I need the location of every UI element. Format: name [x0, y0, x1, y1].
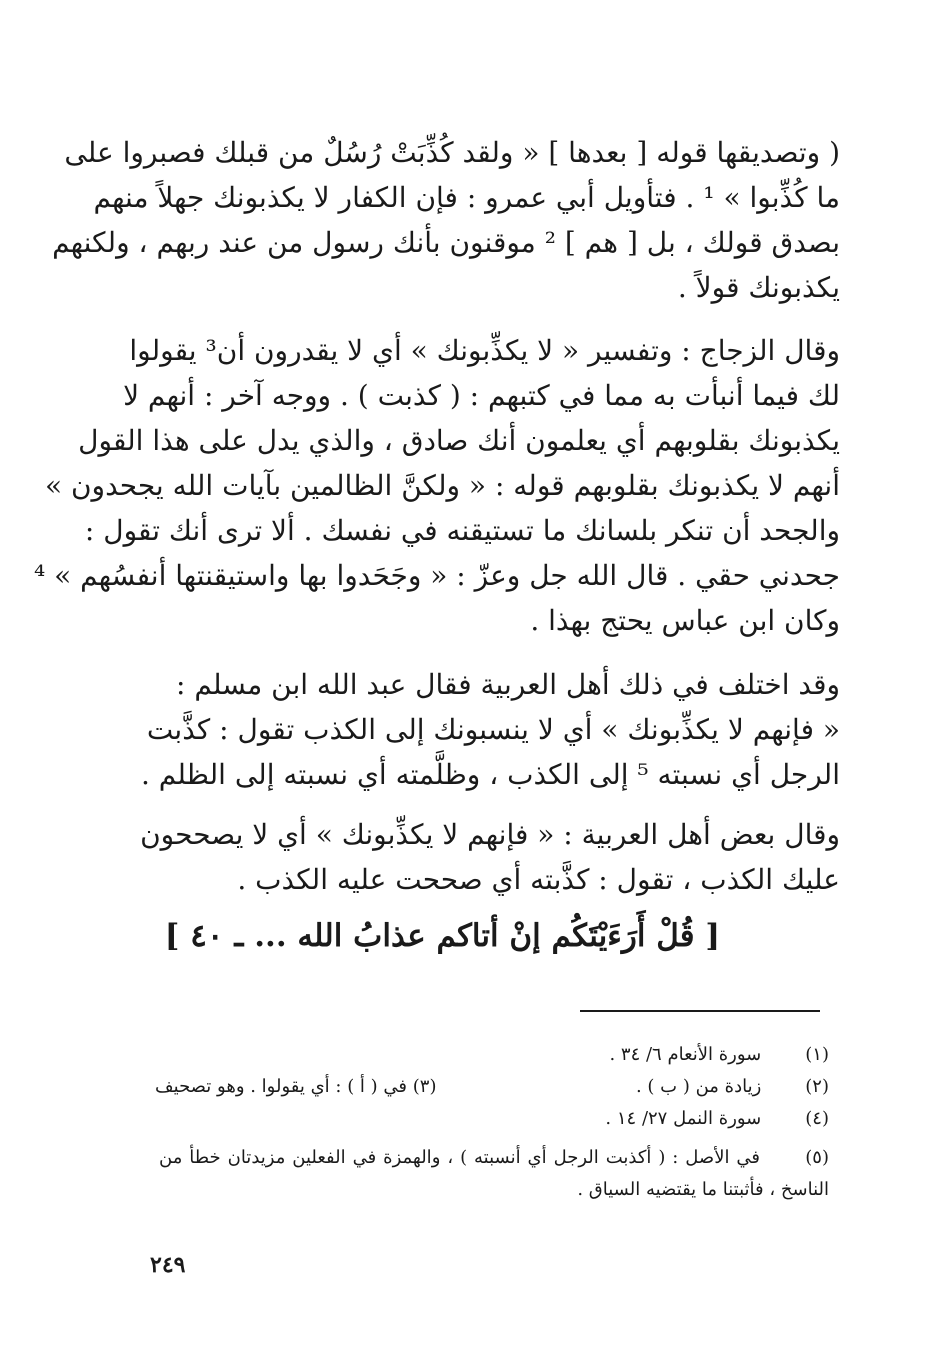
verse-heading: [ قُلْ أَرَءَيْتَكُم إنْ أتاكم عذابُ الله ... ـ ٤٠ ] [164, 918, 720, 954]
text-line: أنهم لا يكذبونك بقلوبهم قوله : « ولكنَّ الظالمين بآيات الله يجحدون » [44, 469, 840, 502]
footnote-text: في الأصل : ( أكذبت الرجل أي أنسبته ) ، والهمزة في الفعلين مزيدتان خطأ من الناسخ ، فأثبتنا ما يقتضيه السياق . [159, 1147, 829, 1200]
text-line: « فإنهم لا يكذِّبونك » أي لا ينسبونك إلى الكذب تقول : كذَّبت [146, 713, 840, 746]
footnote-4 [605, 1104, 829, 1134]
text-line: عليك الكذب ، تقول : كذَّبته أي صححت عليه الكذب . [237, 863, 840, 896]
footnote-3 [155, 1072, 436, 1102]
footnote-number: (٥) [805, 1147, 829, 1168]
text-line: الرجل أي نسبته ⁵ إلى الكذب ، وظلَّمته أي نسبته إلى الظلم . [140, 758, 840, 791]
paragraph-1 [52, 130, 840, 310]
footnote-text: سورة النمل ٢٧/ ١٤ . [605, 1108, 762, 1129]
text-line: وقد اختلف في ذلك أهل العربية فقال عبد الله ابن مسلم : [176, 668, 840, 701]
text-line: يكذبونك بقلوبهم أي يعلمون أنك صادق ، والذي يدل على هذا القول [78, 424, 840, 457]
footnote-text: سورة الأنعام ٦/ ٣٤ . [609, 1044, 762, 1065]
footnote-5 [159, 1142, 829, 1206]
text-line: لك فيما أنبأت به مما في كتبهم : ( كذبت ) . ووجه آخر : أنهم لا [123, 379, 840, 412]
footnote-number: (٣) [412, 1076, 437, 1097]
text-line: ( وتصديقها قوله [ بعدها ] « ولقد كُذِّبَتْ رُسُلٌ من قبلك فصبروا على [64, 136, 840, 169]
footnote-text: زيادة من ( ب ) . [635, 1076, 762, 1097]
text-line: وقال بعض أهل العربية : « فإنهم لا يكذِّبونك » أي لا يصححون [140, 818, 840, 851]
text-line: وكان ابن عباس يحتج بهذا . [530, 604, 840, 637]
text-line: يكذبونك قولاً . [677, 271, 840, 304]
footnote-number: (١) [805, 1044, 829, 1065]
text-line: ما كُذِّبوا » ¹ . فتأويل أبي عمرو : فإن الكفار لا يكذبونك جهلاً منهم [93, 181, 840, 214]
paragraph-2 [33, 328, 840, 643]
text-line: والجحد أن تنكر بلسانك ما تستيقنه في نفسك . ألا ترى أنك تقول : [84, 514, 840, 547]
footnote-text: في ( أ ) : أي يقولوا . وهو تصحيف [155, 1076, 408, 1097]
paragraph-4 [140, 812, 840, 902]
footnote-divider [580, 1010, 820, 1012]
footnote-1 [609, 1040, 829, 1070]
text-line: جحدني حقي . قال الله جل وعزّ : « وجَحَدوا بها واستيقنتها أنفسُهم » ⁴ [33, 559, 840, 592]
text-line: بصدق قولك ، بل [ هم ] ² موقنون بأنك رسول من عند ربهم ، ولكنهم [52, 226, 840, 259]
paragraph-3 [140, 662, 840, 797]
footnote-number: (٤) [805, 1108, 829, 1129]
page-number: ٢٤٩ [150, 1252, 186, 1278]
footnote-2 [636, 1072, 829, 1102]
text-line: وقال الزجاج : وتفسير « لا يكذِّبونك » أي لا يقدرون أن³ يقولوا [129, 334, 840, 367]
footnote-number: (٢) [805, 1076, 829, 1097]
